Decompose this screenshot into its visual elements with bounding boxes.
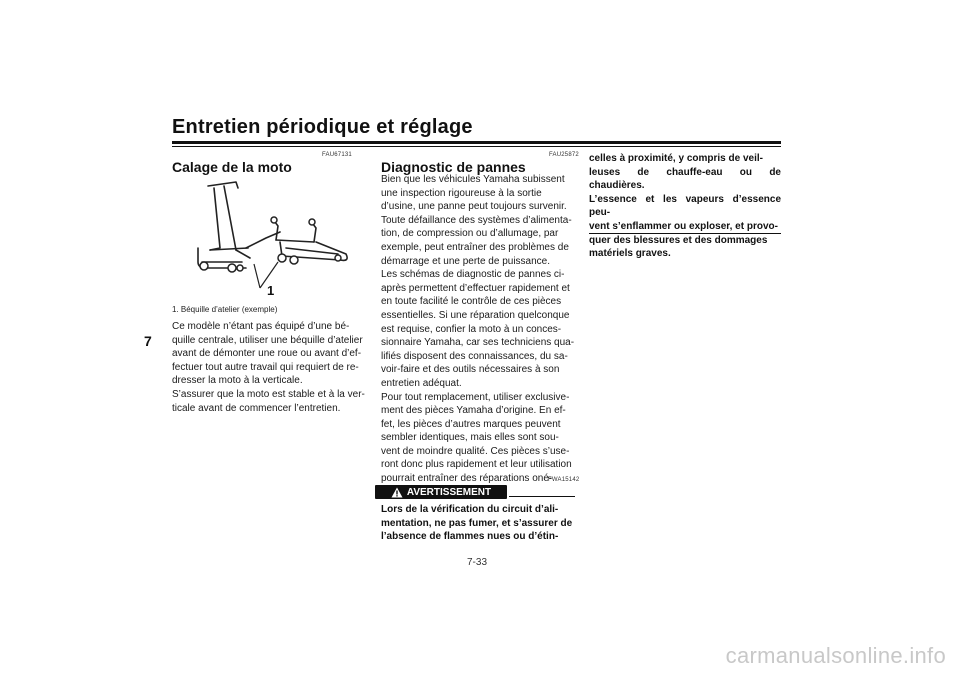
text-line: Lors de la vérification du circuit d’ali- [381, 504, 559, 515]
section-heading-diagnostic: Diagnostic de pannes [381, 159, 526, 175]
text-line: est requise, confier la moto à un conces- [381, 323, 562, 335]
text-line: Pour tout remplacement, utiliser exclusive- [381, 391, 570, 403]
text-line: Toute défaillance des systèmes d’alimenta- [381, 214, 572, 226]
text-line: sionnaire Yamaha, car ses techniciens qua- [381, 337, 575, 349]
figure-callout-label: 1 [267, 283, 275, 298]
figure-caption: 1. Béquille d’atelier (exemple) [172, 305, 278, 314]
page-title: Entretien périodique et réglage [172, 116, 473, 138]
paddock-stand-illustration [190, 178, 360, 296]
text-line: leuses de chauffe-eau ou de chaudières. [589, 166, 781, 192]
warning-triangle-icon [391, 487, 403, 498]
text-line: en toute facilité le contrôle de ces pièces [381, 296, 562, 308]
text-line: avant de démonter une roue ou avant d’ef- [172, 348, 362, 360]
warning-badge [375, 485, 507, 499]
warning-code: FWA15142 [548, 477, 580, 483]
text-line: fectuer tout autre travail qui requiert de re- [172, 361, 359, 373]
text-line: Bien que les véhicules Yamaha subissent [381, 174, 565, 185]
text-line: après permettent d’effectuer rapidement et [381, 282, 570, 294]
text-line: démarrage et une perte de puissance. [381, 255, 550, 267]
text-line: quille centrale, utiliser une béquille d’atelier [172, 334, 363, 346]
text-line: pourrait entraîner des réparations oné- [381, 473, 553, 485]
calage-body [172, 320, 367, 415]
text-line: mentation, ne pas fumer, et s’assurer de [381, 517, 573, 529]
text-line: exemple, peut entraîner des problèmes de [381, 241, 569, 253]
text-line: lifiés disposent des connaissances, du sa- [381, 350, 568, 362]
header-rule-thick [172, 141, 781, 144]
watermark: carmanualsonline.info [725, 643, 946, 668]
text-line: Les schémas de diagnostic de pannes ci- [381, 269, 565, 281]
text-line: tion, de compression ou d’allumage, par [381, 228, 559, 240]
text-line: vent s’enflammer ou exploser, et provo- [589, 220, 778, 232]
text-line: ticale avant de commencer l’entretien. [172, 402, 341, 414]
text-line: l’absence de flammes nues ou d’étin- [381, 531, 559, 543]
text-line: celles à proximité, y compris de veil- [589, 153, 763, 164]
text-line: ment des pièces Yamaha d’origine. En ef- [381, 405, 566, 417]
section-heading-calage: Calage de la moto [172, 159, 292, 175]
diagnostic-body [381, 173, 575, 499]
warning-label: AVERTISSEMENT [406, 486, 492, 498]
text-line: vent de moindre qualité. Ces pièces s’use- [381, 445, 570, 457]
warning-rule [509, 496, 575, 497]
text-line: matériels graves. [589, 248, 671, 260]
section-code-calage: FAU67131 [322, 152, 352, 158]
warning-text-col2 [381, 503, 575, 544]
section-code-diagnostic: FAU25872 [549, 152, 579, 158]
text-line: L’essence et les vapeurs d’essence peu- [589, 193, 781, 219]
text-line: Ce modèle n’étant pas équipé d’une bé- [172, 321, 350, 332]
chapter-tab [135, 313, 169, 663]
text-line: dresser la moto à la verticale. [172, 375, 303, 387]
text-line: d’usine, une panne peut toujours survenir. [381, 201, 567, 213]
text-line: voir-faire et des outils nécessaires à son [381, 364, 560, 376]
text-line: ront donc plus rapidement et leur utilisation [381, 459, 572, 471]
chapter-number: 7 [144, 333, 152, 349]
page-number: 7-33 [467, 557, 488, 568]
header-rule-thin [172, 146, 781, 147]
warning-text-col3 [589, 152, 781, 261]
text-line: une inspection rigoureuse à la sortie [381, 187, 542, 199]
text-line: quer des blessures et des dommages [589, 234, 768, 246]
warning-end-rule [589, 233, 781, 234]
text-line: essentielles. Si une réparation quelconque [381, 309, 570, 321]
text-line: entretien adéquat. [381, 377, 462, 389]
text-line: sembler identiques, mais elles sont sou- [381, 432, 559, 444]
text-line: fet, les pièces d’autres marques peuvent [381, 418, 561, 430]
text-line: S’assurer que la moto est stable et à la ver- [172, 388, 365, 400]
